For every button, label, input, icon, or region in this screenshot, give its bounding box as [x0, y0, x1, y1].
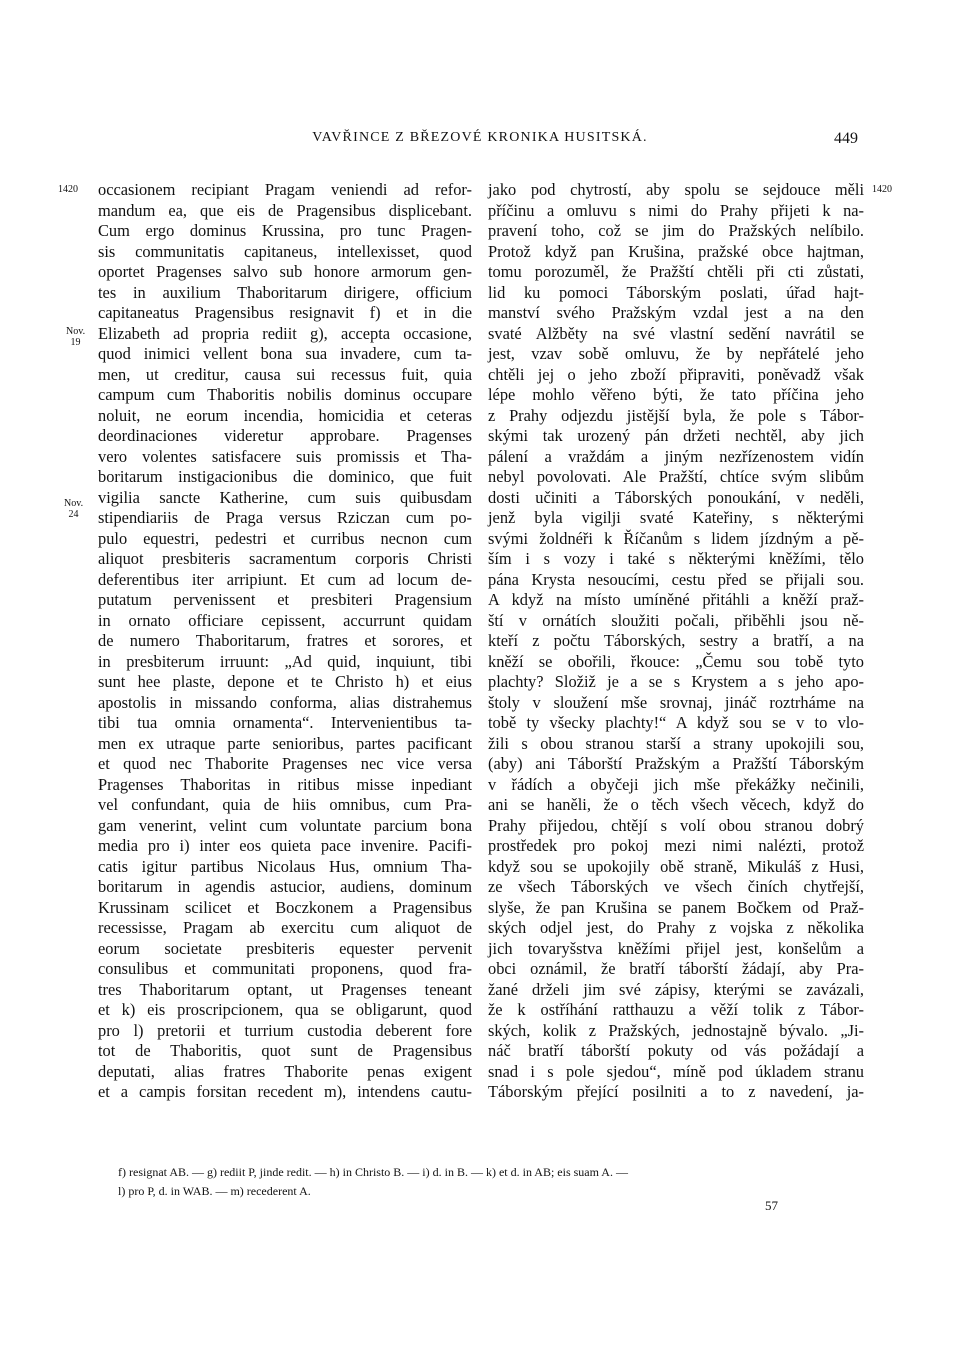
latin-text-line: apostolis in missando conforma, alias distrahemus — [98, 692, 472, 712]
czech-text-line: Táborským přející posilniti a to z navedení, ja- — [488, 1082, 864, 1101]
latin-text-line: gam venerint, velint cum voluntate parcium bona — [98, 815, 472, 835]
latin-text-line: noluit, ne eorum incendia, homicidia et ceteras — [98, 405, 472, 425]
czech-text-line: Protož když pan Krušina, pražské obce hajtman, — [488, 241, 864, 261]
latin-text-line: consulibus et communitati proponens, quod fra- — [98, 959, 472, 978]
latin-text-line: catis igitur partibus Nicolaus Hus, omnium Tha- — [98, 856, 472, 876]
latin-text-line: vel confundant, quia de hiis omnibus, cum Pra- — [98, 795, 472, 814]
latin-text-line: Elizabeth ad propria rediit g), accepta occasione, — [98, 323, 472, 343]
latin-text-line: vero volentes satisfacere suis promissis et Tha- — [98, 446, 472, 466]
latin-text-line: capitaneatus Pragensibus resignavit f) et in die — [98, 303, 472, 322]
latin-text-line: mandum ea, que eis de Pragensibus displicebant. — [98, 200, 472, 220]
latin-text-line: men ex utraque parte senioribus, partes pacificant — [98, 733, 472, 753]
latin-text-line: sis communitatis capitaneus, intellexisset, quod — [98, 241, 472, 261]
latin-text-line: tres Thaboritarum optant, ut Pragenses teneant — [98, 979, 472, 999]
latin-text-line: men, ut creditur, causa sui recessus fuit, quia — [98, 364, 472, 384]
czech-text-line: z Prahy odjezdu jistější byla, že pole s Tábor- — [488, 405, 864, 425]
czech-text-line: kteří z počtu Táborských, sestry a bratří, a na — [488, 631, 864, 650]
czech-text-line: skými tak urozený pán držeti nechtěl, aby jich — [488, 426, 864, 445]
latin-text-line: oportet Pragenses salvo sub honore armorum gen- — [98, 262, 472, 281]
czech-text-line: nebyl povolovati. Ale Pražští, chtíce svým slibům — [488, 467, 864, 486]
czech-text-line: že k ostříhání ratthauzu a věží tolik z Tábor- — [488, 1000, 864, 1019]
latin-text-line: campum cum Thaboritis nobilis dominus occupare — [98, 385, 472, 404]
footnote-rule — [98, 1157, 862, 1158]
latin-text-column — [98, 180, 472, 1103]
latin-text-line: Cum ergo dominus Krussina, pro tunc Pragen- — [98, 221, 472, 240]
sheet-number: 57 — [765, 1198, 778, 1213]
czech-text-line: ze všech Táborských ve všech činích chytřejší, — [488, 877, 864, 896]
czech-text-line: příčinu a omluvu s nimi do Prahy přijeti k na- — [488, 200, 864, 220]
czech-text-line: štoly v sloužení mše srovnaj, jináč roztrháme na — [488, 692, 864, 712]
czech-text-line: pána Krysta nesoucími, cestu před se přijali sou. — [488, 569, 864, 589]
czech-text-line: plachty? Složiž je a se s Krystem a s jeho apo- — [488, 672, 864, 691]
czech-text-line: Prahy přijedou, chtějí s volí obou stranou dobrý — [488, 815, 864, 835]
latin-text-line: vigilia sancte Katherine, cum suis quibusdam — [98, 487, 472, 507]
czech-text-line: pravení toho, což se jim do Pražských nelíbilo. — [488, 221, 864, 240]
latin-text-line: quod inimici vellent bona sua invadere, cum ta- — [98, 344, 472, 363]
latin-text-line: eorum societate presbiteris equester pervenit — [98, 938, 472, 958]
latin-text-line: deordinaciones videretur approbare. Pragenses — [98, 426, 472, 445]
latin-text-line: deferentibus iter arripiunt. Et cum ad locum de- — [98, 569, 472, 589]
latin-text-line: tes in auxilium Thaboritarum dirigere, officium — [98, 282, 472, 302]
latin-text-line: tot de Thaboritis, quot sunt de Pragensibus — [98, 1041, 472, 1060]
czech-text-line: ští v ornátích sloužiti počali, přiběhli jsou ně- — [488, 610, 864, 630]
footnote-line: l) pro P, d. in WAB. — m) recederent A. — [118, 1184, 311, 1198]
czech-text-line: lid ku pomoci Táborským poslati, úřad hajt- — [488, 282, 864, 302]
czech-text-line: A když na místo umíněné přitáhli a kněží praž- — [488, 590, 864, 609]
czech-text-line: ských, kolik z Pražských, jednostajně bývalo. „Ji- — [488, 1020, 864, 1040]
czech-text-line: prostředek pro pokoj mezi nimi nalézti, protož — [488, 836, 864, 855]
czech-text-line: pálení a vraždám a jiným nezřízenostem vidín — [488, 446, 864, 466]
czech-text-line: jenž byla vigilji svaté Kateřiny, s některými — [488, 508, 864, 527]
czech-text-line: jest, vzav sobě omluvu, že by nepřátelé jeho — [488, 344, 864, 363]
czech-text-line: manství svého Pražským vzdal jest a na den — [488, 303, 864, 322]
czech-text-line: žili s obou stranou starší a strany upokojili sou, — [488, 733, 864, 753]
latin-text-line: pulo equestri, pedestri et curribus necnon cum — [98, 528, 472, 548]
czech-text-line: jich tovaryšstva kněžími přijel jest, konšelům a — [488, 938, 864, 958]
latin-text-line: sunt hee plaste, depone et te Christo h) et eius — [98, 672, 472, 691]
czech-text-line: kněží se obořili, řkouce: „Čemu sou tobě tyto — [488, 651, 864, 671]
margin-date-day: 19 — [70, 337, 81, 348]
czech-text-line: obci oznámil, že bratří táborští žádají, aby Pra- — [488, 959, 864, 978]
latin-text-line: tibi tua omnia ornamenta“. Intervenientibus ta- — [98, 713, 472, 732]
czech-text-line: žané drželi jim své zápisy, kterými se zavázali, — [488, 979, 864, 999]
latin-text-line: Pragenses Thaboritas in ritibus misse inpediant — [98, 774, 472, 794]
running-title: VAVŘINCE Z BŘEZOVÉ KRONIKA HUSITSKÁ. — [312, 130, 648, 145]
czech-text-line: v řádích a obyčeji jich mše překážky nečinili, — [488, 774, 864, 794]
czech-text-line: ských odjel jest, do Prahy z vojska z několika — [488, 918, 864, 937]
latin-text-line: recessisse, Pragam ab exercitu cum aliquot de — [98, 918, 472, 937]
margin-year-left: 1420 — [58, 184, 78, 195]
latin-text-line: boritarum in agendis astucior, audiens, dominum — [98, 877, 472, 896]
czech-text-line: ani se haněli, že o těch všech věcech, když do — [488, 795, 864, 814]
czech-text-line: náč bratří táborští pokuty od vás požádají a — [488, 1041, 864, 1060]
czech-text-column — [488, 180, 864, 1103]
latin-text-line: stipendiariis de Praga versus Rziczan cum po- — [98, 508, 472, 527]
latin-text-line: putatum pervenissent et presbiteri Pragensium — [98, 590, 472, 609]
latin-text-line: de numero Thaboritarum, fratres et sorores, et — [98, 631, 472, 650]
margin-date-month: Nov. — [66, 326, 86, 337]
latin-text-line: Krussinam scilicet et Boczkonem a Pragensibus — [98, 897, 472, 917]
latin-text-line: et quod nec Thaborite Pragenses nec vice versa — [98, 754, 472, 773]
czech-text-line: jako pod chytrostí, aby spolu se sejdouce měli — [488, 180, 864, 199]
latin-text-line: aliquot presbiteris sacramentum corporis Christi — [98, 549, 472, 568]
latin-text-line: in presbiterum irruunt: „Ad quid, inquiunt, tibi — [98, 651, 472, 671]
czech-text-line: svaté Alžběty na své vlastní sedění navrátil se — [488, 323, 864, 343]
latin-text-line: et a campis forsitan recedent m), intendens cautu- — [98, 1082, 472, 1101]
czech-text-line: svými žoldnéři k Říčanům s lidem jízdným a pě- — [488, 528, 864, 548]
margin-year-right: 1420 — [872, 184, 892, 195]
latin-text-line: pro l) pretorii et turrium custodia deberent fore — [98, 1020, 472, 1040]
margin-date-month: Nov. — [64, 498, 84, 509]
latin-text-line: et k) eis proscripcionem, qua se obligarunt, quod — [98, 1000, 472, 1019]
margin-date-nov-24 — [64, 498, 83, 520]
czech-text-line: tobě ty všecky plachty!“ A když sou se v to vlo- — [488, 713, 864, 732]
czech-text-line: slyše, že pan Krušina se panem Bočkem od Praž- — [488, 897, 864, 917]
latin-text-line: in ornato officiare cepissent, accurrunt quidam — [98, 610, 472, 630]
czech-text-line: když sou se upokojily obě straně, Mikuláš z Husi, — [488, 856, 864, 876]
czech-text-line: tomu porozuměl, že Pražští chtěli při cti zůstati, — [488, 262, 864, 281]
czech-text-line: lépe mohlo věřeno býti, že tato příčina jeho — [488, 385, 864, 404]
latin-text-line: occasionem recipiant Pragam veniendi ad refor- — [98, 180, 472, 199]
czech-text-line: dosti učiniti a Táborských ponoukání, v neděli, — [488, 487, 864, 507]
latin-text-line: boritarum instigacionibus die dominico, que fuit — [98, 467, 472, 486]
czech-text-line: ším i s vozy i také s některými kněžími, tělo — [488, 549, 864, 568]
czech-text-line: chtěli jej o jeho zboží připraviti, poněvadž však — [488, 364, 864, 384]
latin-text-line: media pro i) inter eos quieta pace invenire. Pacifi- — [98, 836, 472, 855]
running-header — [0, 130, 960, 154]
margin-date-day: 24 — [68, 509, 79, 520]
margin-date-nov-19 — [66, 326, 85, 348]
czech-text-line: (aby) ani Táborští Pražským a Pražští Táborským — [488, 754, 864, 773]
page-number: 449 — [834, 130, 858, 147]
latin-text-line: deputati, alias fratres Thaborite penas exigent — [98, 1061, 472, 1081]
czech-text-line: snad i s pole sjedou“, míně pod úkladem stranu — [488, 1061, 864, 1081]
footnotes — [118, 1163, 878, 1201]
footnote-line: f) resignat AB. — g) rediit P, jinde redit. — h) in Christo B. — i) d. in B. — k) et d. in AB; eis suam A. — — [118, 1165, 628, 1179]
